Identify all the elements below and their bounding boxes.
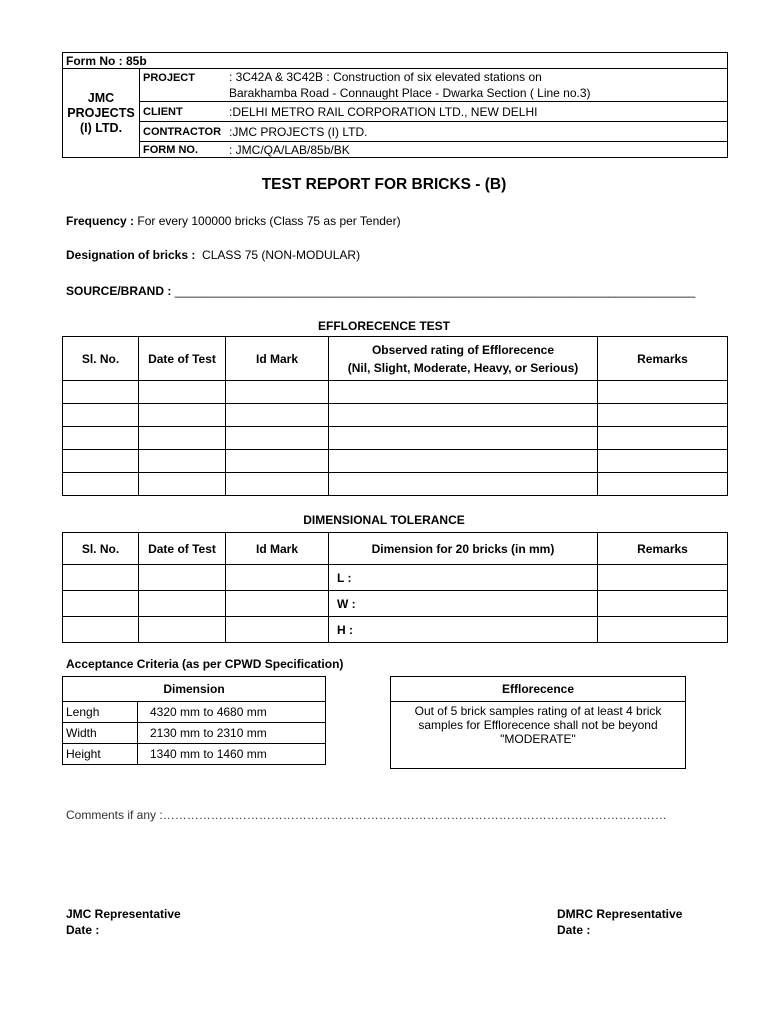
jmc-signature-block — [66, 906, 181, 938]
table-row — [63, 591, 728, 617]
efflorescence-test-title: EFFLORECENCE TEST — [317, 319, 450, 333]
source-line — [66, 284, 706, 298]
jmc-representative-label: JMC Representative — [66, 907, 181, 921]
formno-label: FORM NO. — [140, 142, 227, 158]
report-title: TEST REPORT FOR BRICKS - (B) — [261, 176, 507, 193]
efflorescence-table — [62, 336, 728, 496]
table-row — [63, 744, 326, 765]
efflorescence-header: Efflorecence — [391, 677, 686, 702]
col-date-of-test: Date of Test — [139, 533, 226, 565]
frequency-line — [66, 214, 401, 228]
contractor-value: :JMC PROJECTS (I) LTD. — [226, 122, 728, 142]
dmrc-date-label: Date : — [557, 923, 591, 937]
efflorescence-criteria-text: Out of 5 brick samples rating of at least 4 brick samples for Efflorecence shall not be beyond "MODERATE" — [391, 702, 686, 769]
dmrc-signature-block — [557, 906, 682, 938]
col-observed-rating: Observed rating of Efflorecence (Nil, Slight, Moderate, Heavy, or Serious) — [329, 337, 598, 381]
dimension-name: Lengh — [63, 702, 138, 723]
table-row — [63, 473, 728, 496]
dimension-range: 1340 mm to 1460 mm — [138, 744, 326, 765]
source-blank: ______________________________________________________________________________ — [174, 284, 696, 298]
project-label: PROJECT — [140, 69, 227, 102]
client-label: CLIENT — [140, 102, 227, 122]
frequency-value: For every 100000 bricks (Class 75 as per Tender) — [137, 214, 401, 228]
table-row — [63, 723, 326, 744]
dimension-name: Width — [63, 723, 138, 744]
dimension-criteria-table — [62, 676, 326, 765]
efflorescence-criteria-table — [390, 676, 686, 769]
client-value: :DELHI METRO RAIL CORPORATION LTD., NEW DELHI — [226, 102, 728, 122]
col-sl-no: Sl. No. — [63, 337, 139, 381]
table-row — [63, 381, 728, 404]
source-label: SOURCE/BRAND : — [66, 284, 172, 298]
col-remarks: Remarks — [598, 337, 728, 381]
dimension-h: H : — [329, 617, 598, 643]
table-row — [63, 450, 728, 473]
col-dimension: Dimension for 20 bricks (in mm) — [329, 533, 598, 565]
project-value-line2: Barakhamba Road - Connaught Place - Dwarka Section ( Line no.3) — [226, 84, 728, 102]
table-row — [63, 702, 326, 723]
col-sl-no: Sl. No. — [63, 533, 139, 565]
designation-value: CLASS 75 (NON-MODULAR) — [202, 248, 361, 262]
table-row — [63, 404, 728, 427]
dimension-range: 4320 mm to 4680 mm — [138, 702, 326, 723]
header-table — [62, 52, 728, 158]
col-remarks: Remarks — [598, 533, 728, 565]
contractor-label: CONTRACTOR — [140, 122, 227, 142]
dimension-name: Height — [63, 744, 138, 765]
dimension-l: L : — [329, 565, 598, 591]
form-number: Form No : 85b — [63, 53, 728, 69]
table-row — [63, 427, 728, 450]
col-id-mark: Id Mark — [226, 533, 329, 565]
dimensional-table — [62, 532, 728, 643]
col-date-of-test: Date of Test — [139, 337, 226, 381]
dimension-range: 2130 mm to 2310 mm — [138, 723, 326, 744]
company-name: JMC PROJECTS (I) LTD. — [63, 69, 140, 158]
dimensional-tolerance-title: DIMENSIONAL TOLERANCE — [303, 513, 465, 527]
acceptance-criteria-title: Acceptance Criteria (as per CPWD Specification) — [66, 657, 344, 671]
designation-line — [66, 248, 360, 262]
designation-label: Designation of bricks : — [66, 248, 196, 262]
formno-value: : JMC/QA/LAB/85b/BK — [226, 142, 728, 158]
frequency-label: Frequency : — [66, 214, 135, 228]
dmrc-representative-label: DMRC Representative — [557, 907, 683, 921]
col-id-mark: Id Mark — [226, 337, 329, 381]
table-row — [63, 617, 728, 643]
project-value-line1: : 3C42A & 3C42B : Construction of six elevated stations on — [226, 69, 728, 85]
jmc-date-label: Date : — [66, 923, 100, 937]
dimension-w: W : — [329, 591, 598, 617]
table-row — [63, 565, 728, 591]
comments-line: Comments if any :……………………………………………………………………………………………………………… — [66, 808, 667, 822]
dimension-header: Dimension — [63, 677, 326, 702]
